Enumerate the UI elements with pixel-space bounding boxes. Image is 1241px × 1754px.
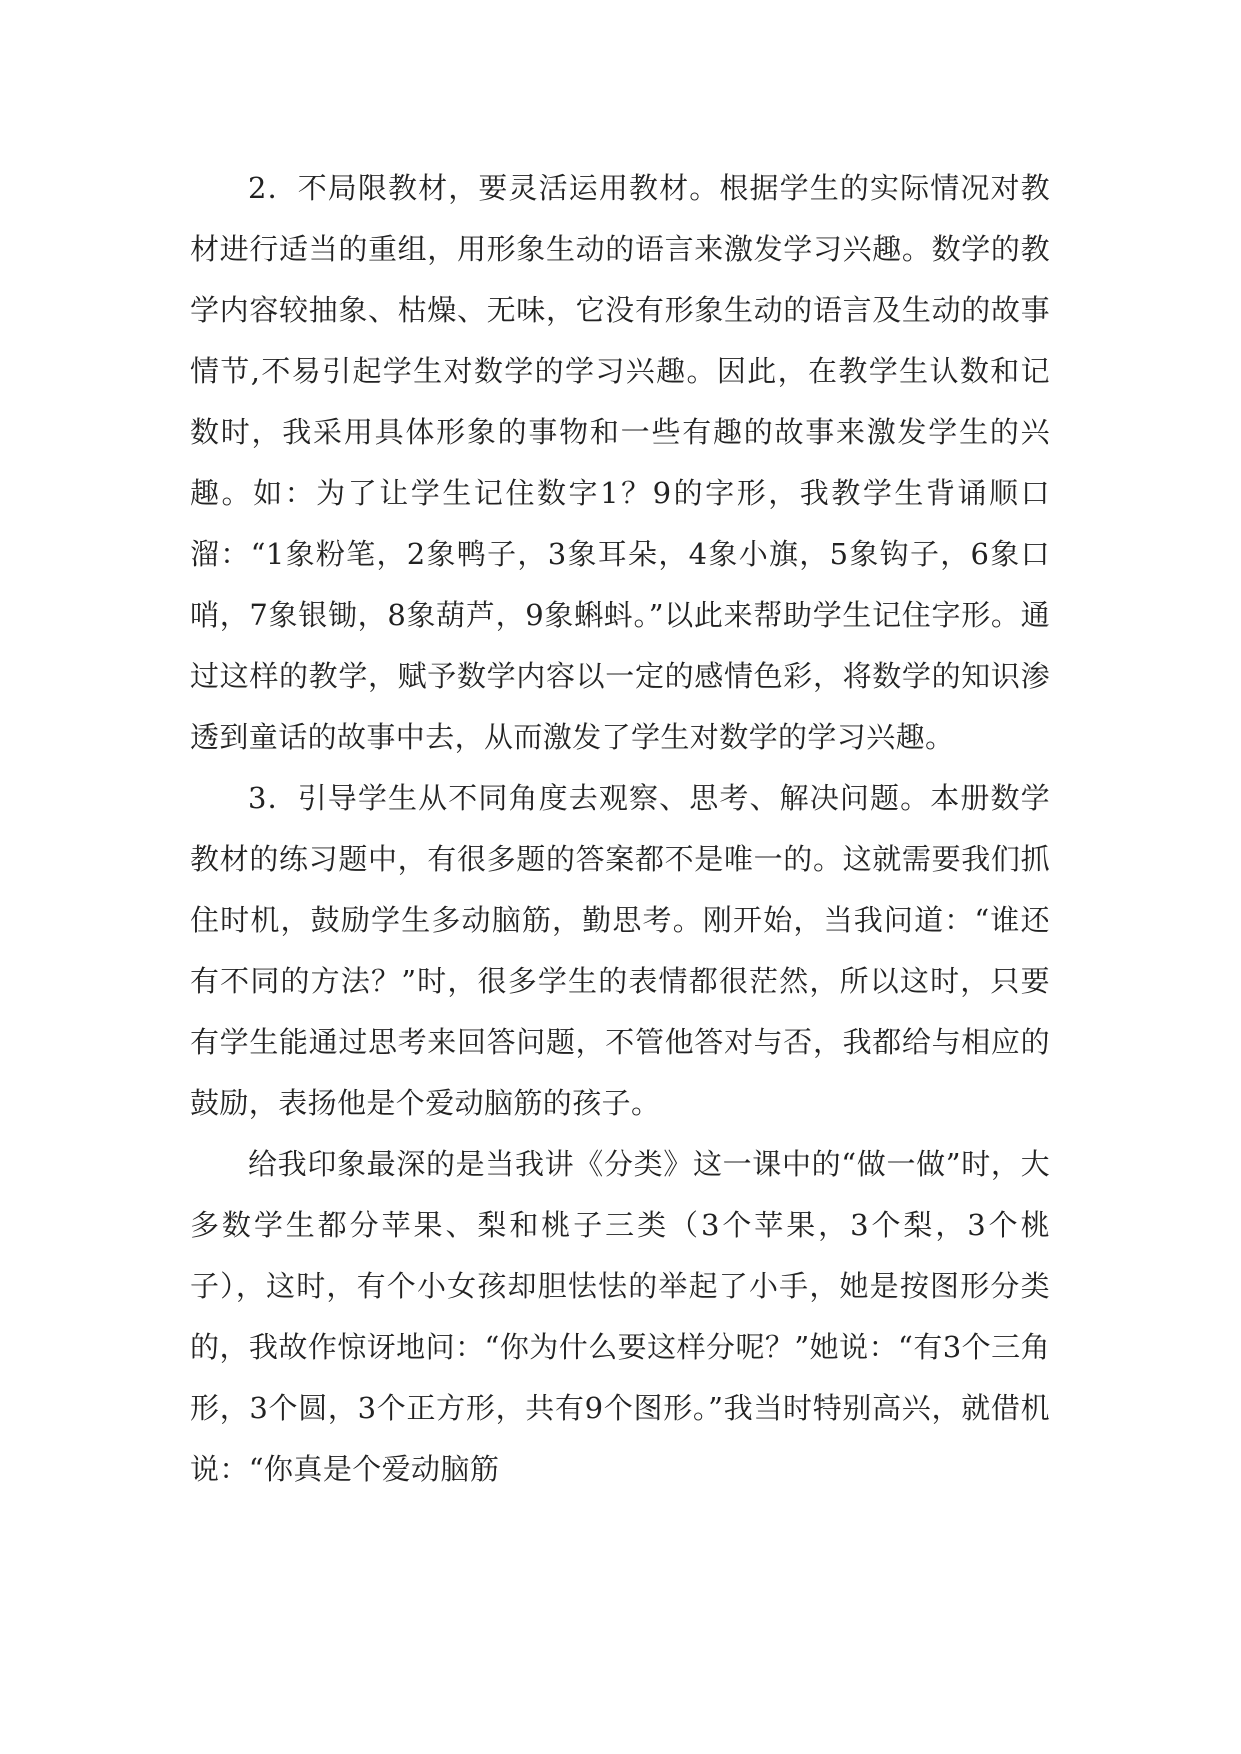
paragraph-classification-story: 给我印象最深的是当我讲《分类》这一课中的“做一做”时，大多数学生都分苹果、梨和桃子三类（3个苹果，3个梨，3个桃子），这时，有个小女孩却胆怯怯的举起了小手，她是按图形分类的，我故作惊讶地问：“你为什么要这样分呢？”她说：“有3个三角形，3个圆，3个正方形，共有9个图形。”我当时特别高兴，就借机说：“你真是个爱动脑筋	[190, 1147, 1050, 1486]
paragraph-different-angles: 3．引导学生从不同角度去观察、思考、解决问题。本册数学教材的练习题中，有很多题的答案都不是唯一的。这就需要我们抓住时机，鼓励学生多动脑筋，勤思考。刚开始，当我问道：“谁还有不同的方法？”时，很多学生的表情都很茫然，所以这时，只要有学生能通过思考来回答问题，不管他答对与否，我都给与相应的鼓励，表扬他是个爱动脑筋的孩子。	[190, 781, 1050, 1120]
paragraph-teaching-materials: 2．不局限教材，要灵活运用教材。根据学生的实际情况对教材进行适当的重组，用形象生动的语言来激发学习兴趣。数学的教学内容较抽象、枯燥、无味，它没有形象生动的语言及生动的故事情节,不易引起学生对数学的学习兴趣。因此，在教学生认数和记数时，我采用具体形象的事物和一些有趣的故事来激发学生的兴趣。如：为了让学生记住数字1？9的字形，我教学生背诵顺口溜：“1象粉笔，2象鸭子，3象耳朵，4象小旗，5象钩子，6象口哨，7象银锄，8象葫芦，9象蝌蚪。”以此来帮助学生记住字形。通过这样的教学，赋予数学内容以一定的感情色彩，将数学的知识渗透到童话的故事中去，从而激发了学生对数学的学习兴趣。	[190, 171, 1050, 754]
document-page	[190, 158, 1050, 1500]
